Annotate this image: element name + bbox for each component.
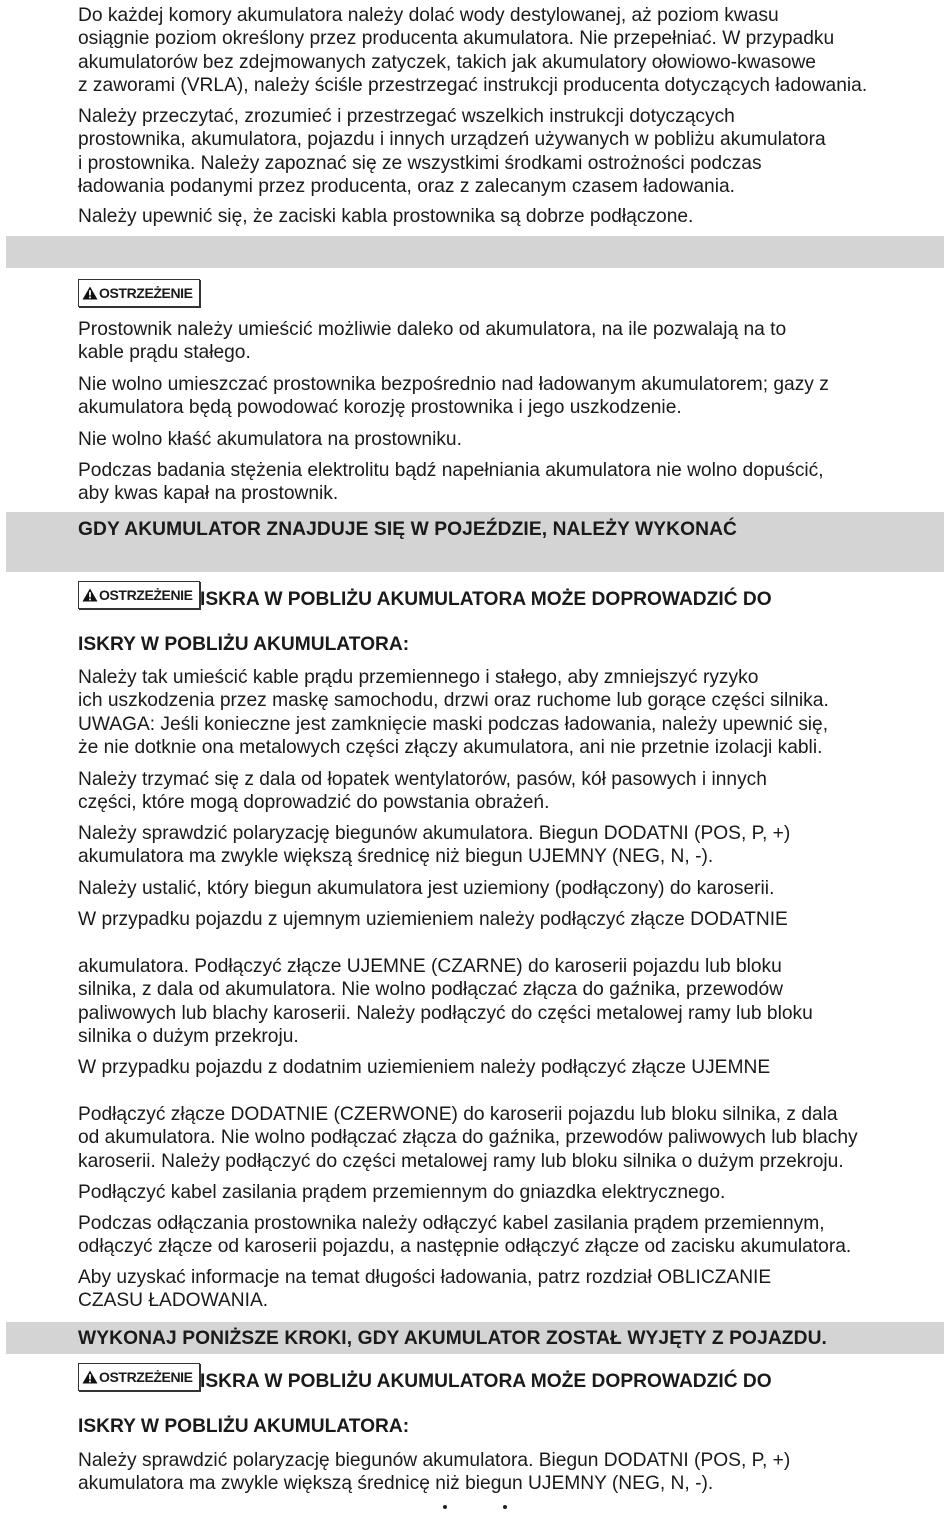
paragraph-cable-placement: Należy tak umieścić kable prądu przemiennego i stałego, aby zmniejszyć ryzyko ich uszkodzenia przez maskę samochodu, drzwi oraz ruchome lub gorące części silnika. UWAGA: Jeśli konieczne jest zamknięcie maski podczas ładowania, należy upewnić się, że nie dotknie ona metalowych części złączy akumulatora, ani nie przetnie izolacji kabli.	[78, 667, 829, 759]
decorative-dot	[443, 1505, 447, 1509]
warning-triangle-icon	[82, 588, 98, 602]
section-title-out-of-vehicle: WYKONAJ PONIŻSZE KROKI, GDY AKUMULATOR ZOSTAŁ WYJĘTY Z POJAZDU.	[78, 1328, 827, 1349]
paragraph-acid-drip: Podczas badania stężenia elektrolitu bądź napełniania akumulatora nie wolno dopuścić, aby kwas kapał na prostownik.	[78, 460, 824, 505]
decorative-dot	[503, 1505, 507, 1509]
sub-heading: ISKRY W POBLIŻU AKUMULATORA:	[78, 1416, 410, 1437]
paragraph-connect-negative: akumulatora. Podłączyć złącze UJEMNE (CZARNE) do karoserii pojazdu lub bloku silnika, z dala od akumulatora. Nie wolno podłączać złącza do gaźnika, przewodów paliwowych lub blachy karoserii. Należy podłączyć do części metalowej ramy lub bloku silnika o dużym przekroju.	[78, 956, 813, 1048]
warning-heading: ISKRA W POBLIŻU AKUMULATORA MOŻE DOPROWADZIĆ DO	[200, 589, 772, 610]
warning-triangle-icon	[82, 286, 98, 300]
warning-badge: OSTRZEŻENIE	[78, 1363, 200, 1391]
section-band-empty	[6, 236, 944, 268]
paragraph-keep-away: Należy trzymać się z dala od łopatek wentylatorów, pasów, kół pasowych i innych części, które mogą doprowadzić do powstania obrażeń.	[78, 769, 767, 814]
warning-badge: OSTRZEŻENIE	[78, 279, 200, 307]
paragraph-charge-time: Aby uzyskać informacje na temat długości ładowania, patrz rozdział OBLICZANIE CZASU ŁADOWANIA.	[78, 1267, 772, 1312]
paragraph-connect-ac: Podłączyć kabel zasilania prądem przemiennym do gniazdka elektrycznego.	[78, 1182, 726, 1203]
paragraph-read-instructions: Należy przeczytać, zrozumieć i przestrzegać wszelkich instrukcji dotyczących prostownika, akumulatora, pojazdu i innych urządzeń używanych w pobliżu akumulatora i prostownika. Należy zapoznać się ze wszystkimi środkami ostrożności podczas ładowania podanymi przez producenta, oraz z zalecanym czasem ładowania.	[78, 106, 826, 198]
warning-triangle-icon	[82, 1370, 98, 1384]
warning-badge: OSTRZEŻENIE	[78, 581, 200, 609]
section-title-in-vehicle: GDY AKUMULATOR ZNAJDUJE SIĘ W POJEŹDZIE, NALEŻY WYKONAĆ	[78, 519, 737, 540]
section-band-out-of-vehicle	[6, 1322, 944, 1354]
paragraph-negative-ground: W przypadku pojazdu z ujemnym uziemieniem należy podłączyć złącze DODATNIE	[78, 909, 788, 930]
paragraph-check-polarity-removed: Należy sprawdzić polaryzację biegunów akumulatora. Biegun DODATNI (POS, P, +) akumulatora ma zwykle większą średnicę niż biegun UJEMNY (NEG, N, -).	[78, 1450, 791, 1495]
warning-heading: ISKRA W POBLIŻU AKUMULATORA MOŻE DOPROWADZIĆ DO	[200, 1371, 772, 1392]
paragraph-distilled-water: Do każdej komory akumulatora należy dolać wody destylowanej, aż poziom kwasu osiągnie poziom określony przez producenta akumulatora. Nie przepełniać. W przypadku akumulatorów bez zdejmowanych zatyczek, takich jak akumulatory ołowiowo-kwasowe z zaworami (VRLA), należy ściśle przestrzegać instrukcji producenta dotyczących ładowania.	[78, 5, 868, 97]
paragraph-connect-positive: Podłączyć złącze DODATNIE (CZERWONE) do karoserii pojazdu lub bloku silnika, z dala od akumulatora. Nie wolno podłączać złącza do gaźnika, przewodów paliwowych lub blachy karoserii. Należy podłączyć do części metalowej ramy lub bloku silnika o dużym przekroju.	[78, 1104, 858, 1172]
paragraph-not-above-battery: Nie wolno umieszczać prostownika bezpośrednio nad ładowanym akumulatorem; gazy z akumulatora będą powodować korozję prostownika i jego uszkodzenie.	[78, 374, 829, 419]
section-band-in-vehicle	[6, 512, 944, 572]
paragraph-clamps-connected: Należy upewnić się, że zaciski kabla prostownika są dobrze podłączone.	[78, 206, 694, 227]
paragraph-no-battery-on-charger: Nie wolno kłaść akumulatora na prostowniku.	[78, 429, 462, 450]
paragraph-place-charger: Prostownik należy umieścić możliwie daleko od akumulatora, na ile pozwalają na to kable prądu stałego.	[78, 319, 787, 364]
sub-heading: ISKRY W POBLIŻU AKUMULATORA:	[78, 634, 410, 655]
paragraph-check-polarity: Należy sprawdzić polaryzację biegunów akumulatora. Biegun DODATNI (POS, P, +) akumulatora ma zwykle większą średnicę niż biegun UJEMNY (NEG, N, -).	[78, 823, 791, 868]
paragraph-grounded-pole: Należy ustalić, który biegun akumulatora jest uziemiony (podłączony) do karoserii.	[78, 878, 775, 899]
paragraph-positive-ground: W przypadku pojazdu z dodatnim uziemieniem należy podłączyć złącze UJEMNE	[78, 1057, 771, 1078]
paragraph-disconnect: Podczas odłączania prostownika należy odłączyć kabel zasilania prądem przemiennym, odłączyć złącze od karoserii pojazdu, a następnie odłączyć złącze od zacisku akumulatora.	[78, 1213, 852, 1258]
